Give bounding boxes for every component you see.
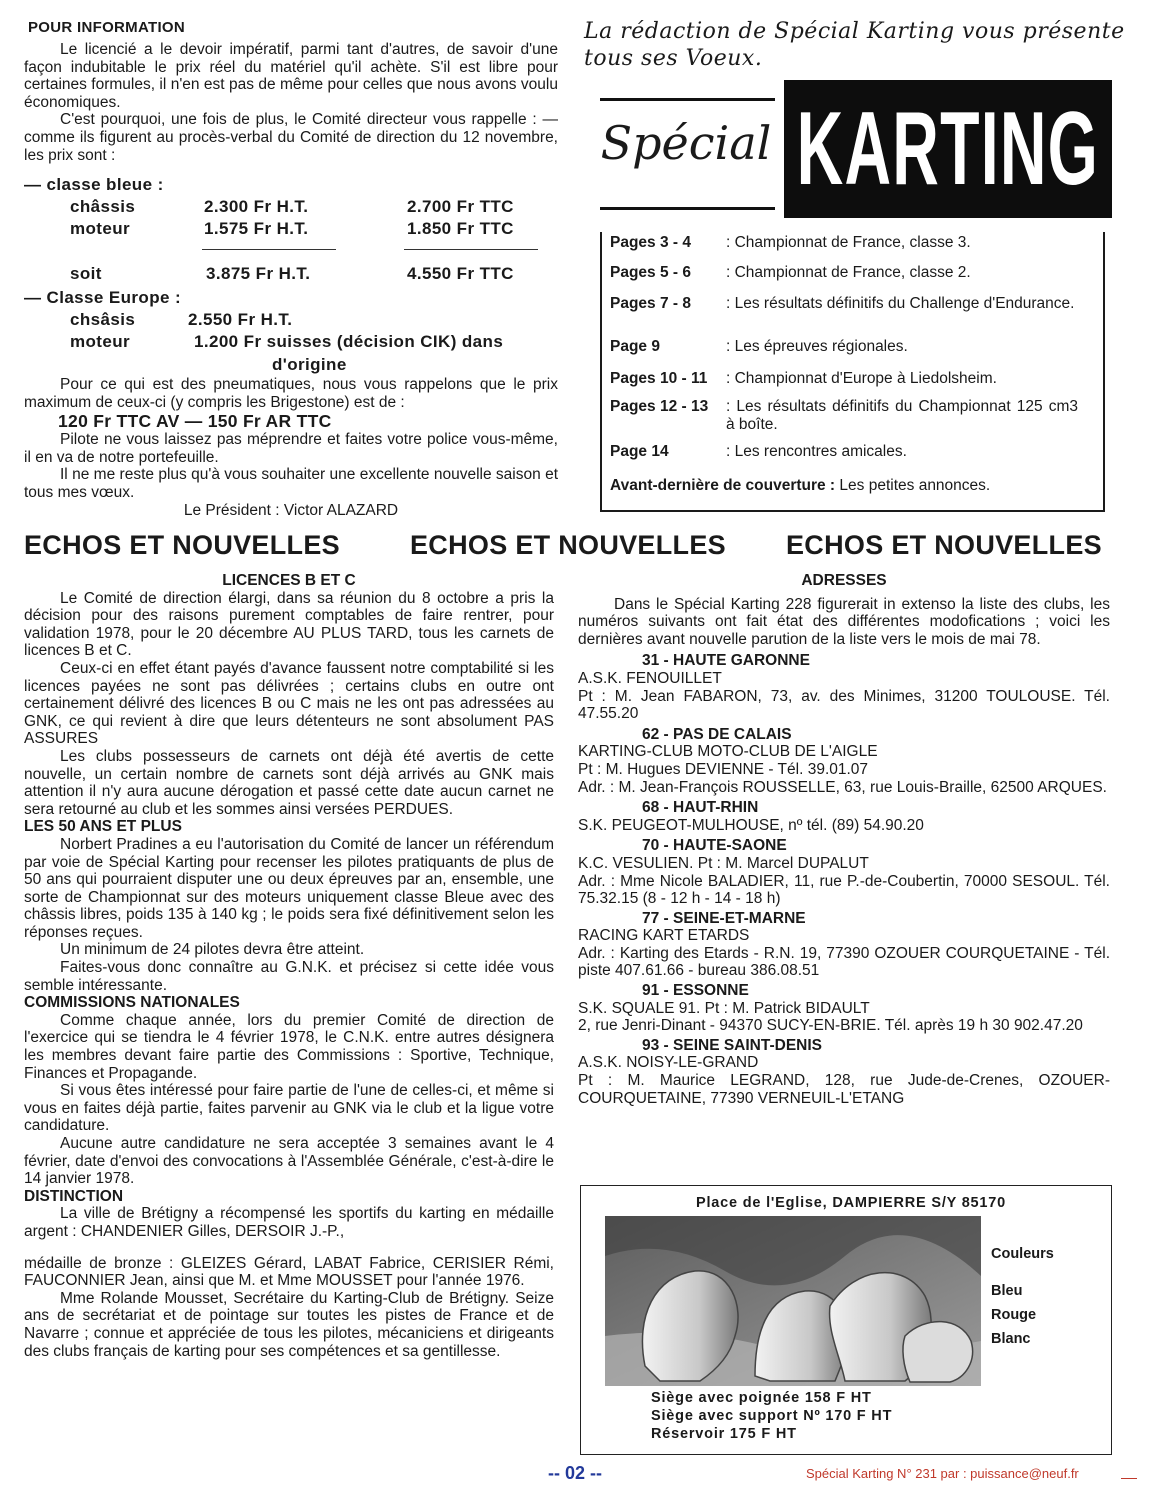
- seat-advertisement: [580, 1185, 1112, 1455]
- addresses-title: ADRESSES: [801, 572, 887, 589]
- masthead-special: Spécial: [600, 116, 772, 170]
- dept-heading: 70 - HAUTE-SAONE: [642, 837, 787, 855]
- left-column: [24, 572, 554, 1360]
- contents-pages: Pages 12 - 13: [610, 398, 709, 415]
- distinction-paragraph: Mme Rolande Mousset, Secrétaire du Karting-Club de Brétigny. Seize ans de secrétariat et de pointage sur toutes les pistes de France et de Navarre ; connue et appréciée de tous les pilotes, mécaniciens et dirigeants des clubs français de karting pour ses compétences et sa gentillesse.: [24, 1289, 554, 1360]
- europe-chassis-item: chsâsis: [70, 310, 136, 329]
- dept-heading: 62 - PAS DE CALAIS: [642, 725, 792, 743]
- europe-moteur-price: 1.200 Fr suisses (décision CIK) dans: [194, 332, 504, 351]
- distinction-title: DISTINCTION: [24, 1187, 124, 1205]
- contents-desc: : Les résultats définitifs du Championnat 125 cm3 à boîte.: [726, 398, 1078, 433]
- greeting-text: La rédaction de Spécial Karting vous présente tous ses Voeux.: [584, 19, 1125, 71]
- tyres-price: 120 Fr TTC AV — 150 Fr AR TTC: [58, 411, 332, 432]
- commissions-paragraph: Aucune autre candidature ne sera acceptée 3 semaines avant le 4 février, date d'envoi des convocations à l'Assemblée Générale, c'est-à-dire le 14 janvier 1978.: [24, 1135, 554, 1188]
- contents-desc: : Championnat de France, classe 2.: [726, 264, 971, 281]
- club-line: A.S.K. NOISY-LE-GRAND: [578, 1054, 759, 1072]
- dept-heading: 77 - SEINE-ET-MARNE: [642, 909, 806, 927]
- club-line: Pt : M. Jean FABARON, 73, av. des Minimes, 31200 TOULOUSE. Tél. 47.55.20: [578, 687, 1110, 723]
- sum-rule: [404, 249, 538, 250]
- masthead-rule: [600, 207, 775, 210]
- contents-pages: Page 9: [610, 338, 660, 355]
- addresses-intro: Dans le Spécial Karting 228 figurerait in extenso la liste des clubs, les numéros suivants ont fait état des différentes modofications ; voici les dernières avant nouvelle parution de la liste vers le mois de mai 78.: [578, 595, 1110, 648]
- fifty-paragraph: Faites-vous donc connaître au G.N.K. et précisez si cette idée vous semble intéressante.: [24, 959, 554, 994]
- price-table: [24, 175, 558, 375]
- club-line: S.K. PEUGEOT-MULHOUSE, nº tél. (89) 54.90.20: [578, 816, 924, 834]
- europe-moteur-item: moteur: [70, 332, 131, 351]
- masthead-logo: [784, 80, 1112, 218]
- club-line: Pt : M. Hugues DEVIENNE - Tél. 39.01.07: [578, 760, 869, 778]
- distinction-paragraph: médaille de bronze : GLEIZES Gérard, LABAT Fabrice, CERISIER Rémi, FAUCONNIER Jean, ainsi que M. et Mme MOUSSET pour l'année 1976.: [24, 1254, 554, 1290]
- contents-last-row: [610, 477, 990, 495]
- price-item: châssis: [70, 197, 136, 216]
- commissions-paragraph: Si vous êtes intéressé pour faire partie de l'une de celles-ci, et même si vous en faites déjà partie, faites parvenir au GNK via le club et la ligue votre candidature.: [24, 1082, 554, 1135]
- ad-color: Rouge: [991, 1307, 1037, 1323]
- price-ht: 2.300 Fr H.T.: [204, 197, 309, 216]
- info-reminder: C'est pourquoi, une fois de plus, le Comité directeur vous rappelle : — comme ils figurent au procès-verbal du Comité de direction du 12 novembre, les prix sont :: [24, 111, 558, 164]
- headline: ECHOS ET NOUVELLES: [786, 530, 1102, 560]
- info-title: POUR INFORMATION: [28, 19, 186, 36]
- headline: ECHOS ET NOUVELLES: [410, 530, 726, 560]
- price-ttc: 1.850 Fr TTC: [407, 219, 514, 238]
- distinction-paragraph: La ville de Brétigny a récompensé les sportifs du karting en médaille argent : CHANDENIER Gilles, DERSOIR J.-P.,: [24, 1205, 554, 1240]
- contents-desc: : Championnat d'Europe à Liedolsheim.: [726, 370, 997, 387]
- ad-title: Place de l'Eglise, DAMPIERRE S/Y 85170: [696, 1195, 1007, 1211]
- europe-chassis-price: 2.550 Fr H.T.: [188, 310, 293, 329]
- dept-heading: 93 - SEINE SAINT-DENIS: [642, 1036, 823, 1054]
- contents-last-desc: Les petites annonces.: [839, 477, 991, 494]
- club-line: Adr. : Mme Nicole BALADIER, 11, rue P.-de-Coubertin, 70000 SESOUL. Tél. 75.32.15 (8 - 12 h - 14 - 18 h): [578, 872, 1110, 908]
- dept-heading: 91 - ESSONNE: [642, 982, 749, 1000]
- commissions-paragraph: Comme chaque année, lors du premier Comité de direction de l'exercice qui se tiendra le 4 février 1978, le C.N.K. entre autres désignera les membres devant faire partie des Commissions : Sportive, Technique, Finances et Propagande.: [24, 1011, 554, 1082]
- total-ttc: 4.550 Fr TTC: [407, 264, 514, 283]
- contents-desc: : Les résultats définitifs du Challenge d'Endurance.: [726, 295, 1075, 312]
- licences-paragraph: Ceux-ci en effet étant payés d'avance faussent notre comptabilité si les licences payées ne sont pas délivrées ; certains clubs en outre ont certainement délivré des licences B ou C mais ne les ont pas adressées au GNK, ce qui revient à dire que leurs détenteurs ne sont absolument PAS ASSURES: [24, 659, 554, 748]
- masthead-karting: KARTING: [796, 90, 1100, 207]
- tyres-text: Pour ce qui est des pneumatiques, nous vous rappelons que le prix maximum de ceux-ci (y compris les Brigestone) est de :: [24, 376, 558, 411]
- table-of-contents: [600, 232, 1105, 512]
- ad-colors-title: Couleurs: [991, 1246, 1054, 1262]
- headline: ECHOS ET NOUVELLES: [24, 530, 340, 560]
- licences-title: LICENCES B ET C: [222, 572, 356, 589]
- masthead-rule: [600, 98, 775, 101]
- fuel-tank-shape: [903, 1322, 973, 1382]
- price-ttc: 2.700 Fr TTC: [407, 197, 514, 216]
- ad-color: Bleu: [991, 1283, 1023, 1299]
- contents-desc: : Championnat de France, classe 3.: [726, 234, 971, 251]
- club-line: Adr. : M. Jean-François ROUSSELLE, 63, rue Louis-Braille, 62500 ARQUES.: [578, 778, 1107, 796]
- right-column: [578, 572, 1110, 1107]
- contents-desc: : Les épreuves régionales.: [726, 338, 908, 355]
- fifty-paragraph: Norbert Pradines a eu l'autorisation du Comité de lancer un référendum par voie de Spécial Karting pour recenser les pilotes pratiquants de plus de 50 ans qui pourraient disputer une ou deux épreuves par an, ensemble, une sorte de Championnat sur des moteurs uniquement classe Bleue avec des châssis libres, poids 135 à 140 kg ; le poids sera fixé définitivement selon les réponses reçues.: [24, 835, 554, 941]
- contents-pages: Pages 10 - 11: [610, 370, 708, 387]
- dept-heading: 31 - HAUTE GARONNE: [642, 652, 810, 670]
- contents-pages: Pages 5 - 6: [610, 264, 691, 281]
- ad-price: Réservoir 175 F HT: [651, 1426, 797, 1442]
- info-tail: [24, 376, 558, 519]
- ad-color: Blanc: [991, 1331, 1031, 1347]
- price-ht: 1.575 Fr H.T.: [204, 219, 309, 238]
- president-signature: Le Président : Victor ALAZARD: [183, 501, 399, 519]
- contents-desc: : Les rencontres amicales.: [726, 443, 907, 460]
- ad-price: Siège avec poignée 158 F HT: [651, 1390, 872, 1406]
- club-line: Pt : M. Maurice LEGRAND, 128, rue Jude-de-Crenes, OZOUER-COURQUETAINE, 77390 VERNEUIL-L'ETANG: [578, 1072, 1110, 1107]
- licences-paragraph: Le Comité de direction élargi, dans sa réunion du 8 octobre a pris la décision pour des raisons purement comptables de faire rentrer, pour validation 1978, pour le 20 décembre AU PLUS TARD, tous les carnets de licences B et C.: [24, 589, 554, 660]
- footer-underline: [1121, 1478, 1137, 1479]
- club-line: A.S.K. FENOUILLET: [578, 669, 722, 687]
- dept-heading: 68 - HAUT-RHIN: [642, 799, 759, 817]
- club-line: Adr. : Karting des Etards - R.N. 19, 77390 OZOUER COURQUETAINE - Tél. piste 407.61.66 - bureau 386.08.51: [578, 944, 1110, 980]
- club-line: 2, rue Jenri-Dinant - 94370 SUCY-EN-BRIE. Tél. après 19 h 30 902.47.20: [578, 1017, 1083, 1035]
- info-body: [24, 41, 558, 164]
- kart-seats-photo: [605, 1216, 981, 1386]
- europe-moteur-origin: d'origine: [272, 355, 347, 374]
- contents-pages: Pages 7 - 8: [610, 295, 691, 312]
- club-line: K.C. VESULIEN. Pt : M. Marcel DUPALUT: [578, 854, 869, 872]
- total-item: soit: [70, 264, 102, 283]
- licences-paragraph: Les clubs possesseurs de carnets ont déjà été avertis de cette nouvelle, un certain nombre de carnets sont déjà arrivés au GNK mais attention il n'y aura aucune dérogation et passé cette date aucun carnet ne sera retourné au club et les sommes ainsi versées PERDUES.: [24, 747, 554, 818]
- police-text: Pilote ne vous laissez pas méprendre et faites votre police vous-même, il en va de notre portefeuille.: [24, 431, 558, 466]
- contents-last-label: Avant-dernière de couverture :: [610, 477, 836, 494]
- club-line: KARTING-CLUB MOTO-CLUB DE L'AIGLE: [578, 743, 878, 761]
- wishes-text: Il ne me reste plus qu'à vous souhaiter une excellente nouvelle saison et tous mes vœux.: [24, 466, 558, 501]
- contents-pages: Pages 3 - 4: [610, 234, 691, 251]
- club-line: RACING KART ETARDS: [578, 927, 750, 945]
- classe-europe-label: — Classe Europe :: [24, 288, 182, 307]
- page-number: -- 02 --: [548, 1463, 602, 1483]
- commissions-title: COMMISSIONS NATIONALES: [24, 994, 240, 1012]
- total-ht: 3.875 Fr H.T.: [206, 264, 311, 283]
- classe-bleue-label: — classe bleue :: [24, 175, 164, 194]
- contents-pages: Page 14: [610, 443, 669, 460]
- info-intro: Le licencié a le devoir impératif, parmi tant d'autres, de savoir d'une façon indubitable le prix réel du matériel qu'il achète. S'il est libre pour certaines formules, il n'en est pas de même pour celles que nous avons voulu économiques.: [24, 41, 558, 111]
- fifty-title: LES 50 ANS ET PLUS: [24, 818, 182, 836]
- footer-credit: Spécial Karting N° 231 par : puissance@neuf.fr: [806, 1466, 1079, 1481]
- sum-rule: [202, 249, 336, 250]
- price-item: moteur: [70, 219, 131, 238]
- club-line: S.K. SQUALE 91. Pt : M. Patrick BIDAULT: [578, 999, 870, 1017]
- ad-price: Siège avec support Nº 170 F HT: [651, 1408, 893, 1424]
- fifty-paragraph: Un minimum de 24 pilotes devra être atteint.: [60, 941, 365, 959]
